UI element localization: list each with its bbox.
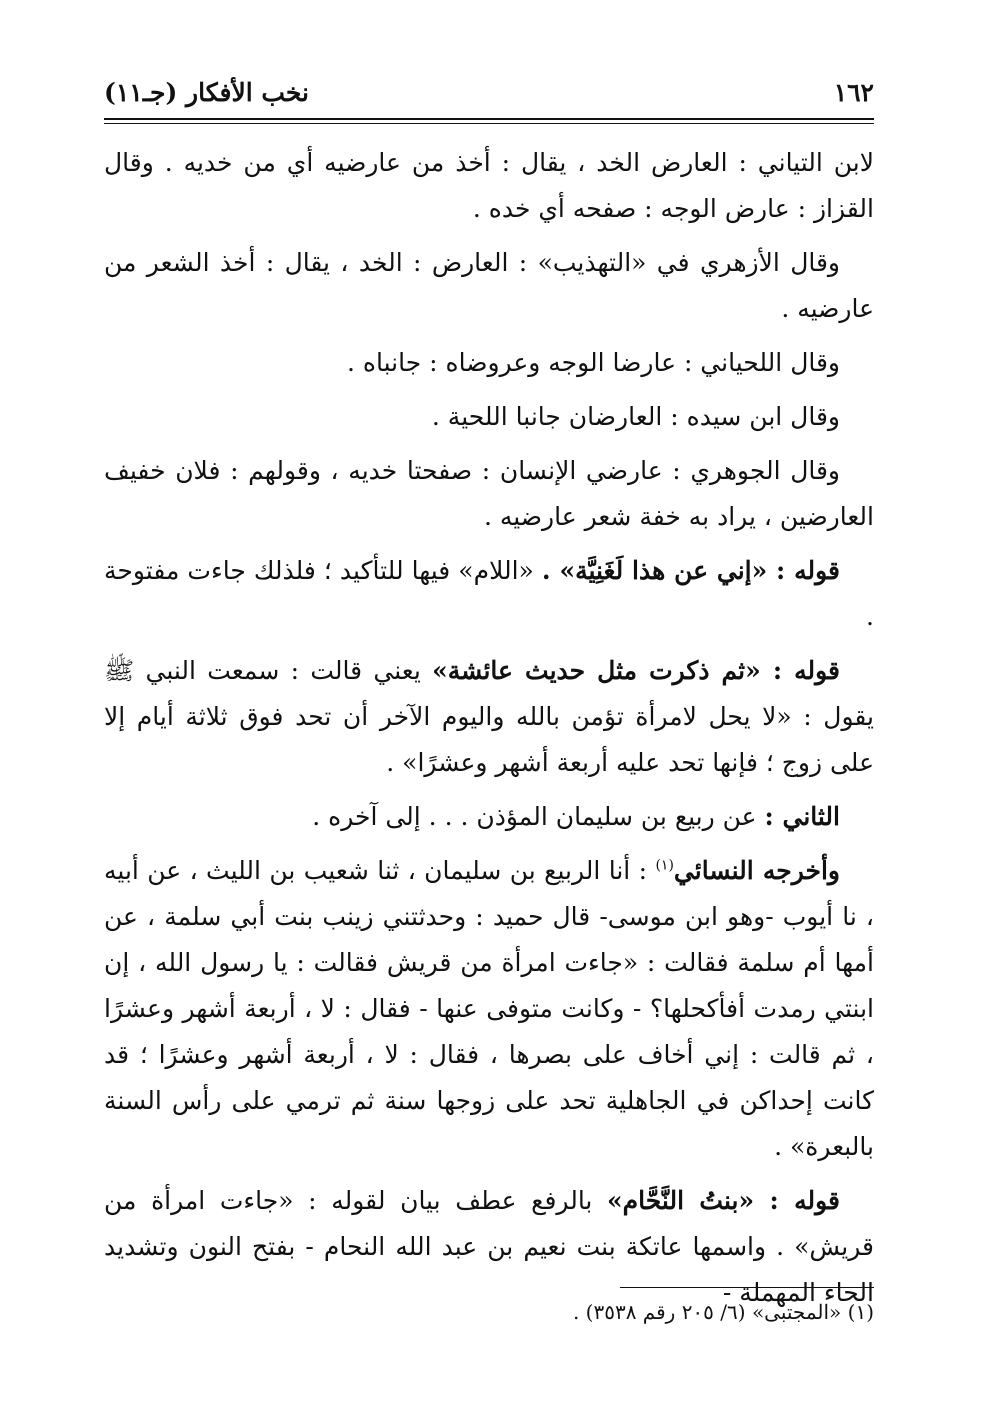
paragraph (104, 1178, 874, 1316)
paragraph (104, 848, 874, 1170)
bold-lemma: وأخرجه النسائي (673, 856, 840, 885)
paragraph: وقال الأزهري في «التهذيب» : العارض : الخد ، يقال : أخذ الشعر من عارضيه . (104, 248, 874, 323)
page-header (104, 72, 874, 112)
paragraph (104, 794, 874, 840)
paragraph-text: بالرفع عطف بيان لقوله : «جاءت امرأة من قريش» . واسمها عاتكة بنت نعيم بن عبد الله النحام - بفتح النون وتشديد الحاء المهملة - (104, 1186, 874, 1307)
book-title: نخب الأفكار (جـ١١) (104, 77, 310, 107)
footnote: (١) «المجتبى» (٦/ ٢٠٥ رقم ٣٥٣٨) . (572, 1300, 874, 1324)
paragraph (104, 648, 874, 786)
paragraph-text: : أنا الربيع بن سليمان ، ثنا شعيب بن الليث ، عن أبيه ، نا أيوب -وهو ابن موسى- قال حميد : وحدثتني زينب بنت أبي سلمة ، عن أمها أم سلمة فقالت : «جاءت امرأة من قريش فقالت : يا رسول الله ، إن ابنتي رمدت أفأكحلها؟ - وكانت متوفى عنها - فقال : لا ، أربعة أشهر وعشرًا ، ثم قالت : إني أخاف على بصرها ، فقال : لا ، أربعة أشهر وعشرًا ؛ قد كانت إحداكن في الجاهلية تحد على زوجها سنة ثم ترمي على رأس السنة بالبعرة» . (104, 856, 874, 1161)
header-rule-thin (104, 123, 874, 124)
main-text (104, 140, 874, 1324)
bold-lemma: قوله : «بنتُ النَّحَّام» (607, 1186, 840, 1215)
paragraph-text: يعني قالت : سمعت النبي ﷺ يقول : «لا يحل لامرأة تؤمن بالله واليوم الآخر أن تحد فوق ثلاثة أيام إلا على زوج ؛ فإنها تحد عليه أربعة أشهر وعشرًا» . (104, 656, 874, 777)
page-number: ١٦٢ (833, 77, 874, 107)
bold-lemma: قوله : «ثم ذكرت مثل حديث عائشة» (432, 656, 840, 685)
paragraph: وقال ابن سيده : العارضان جانبا اللحية . (431, 402, 840, 431)
bold-lemma: قوله : «إني عن هذا لَغَنِيَّة» . (541, 556, 840, 585)
paragraph: وقال اللحياني : عارضا الوجه وعروضاه : جانباه . (347, 348, 840, 377)
bold-lemma: الثاني : (764, 802, 840, 831)
paragraph (104, 548, 874, 640)
paragraph-text: «اللام» فيها للتأكيد ؛ فلذلك جاءت مفتوحة . (104, 556, 874, 631)
header-rule-thick (104, 118, 874, 120)
footnote-marker[interactable]: (١) (655, 857, 674, 874)
paragraph-text: عن ربيع بن سليمان المؤذن . . . إلى آخره . (312, 802, 765, 831)
paragraph: وقال الجوهري : عارضي الإنسان : صفحتا خديه ، وقولهم : فلان خفيف العارضين ، يراد به خفة شعر عارضيه . (104, 456, 874, 531)
footnote-rule (620, 1287, 874, 1288)
paragraph: لابن التياني : العارض الخد ، يقال : أخذ من عارضيه أي من خديه . وقال القزاز : عارض الوجه : صفحه أي خده . (104, 148, 874, 223)
